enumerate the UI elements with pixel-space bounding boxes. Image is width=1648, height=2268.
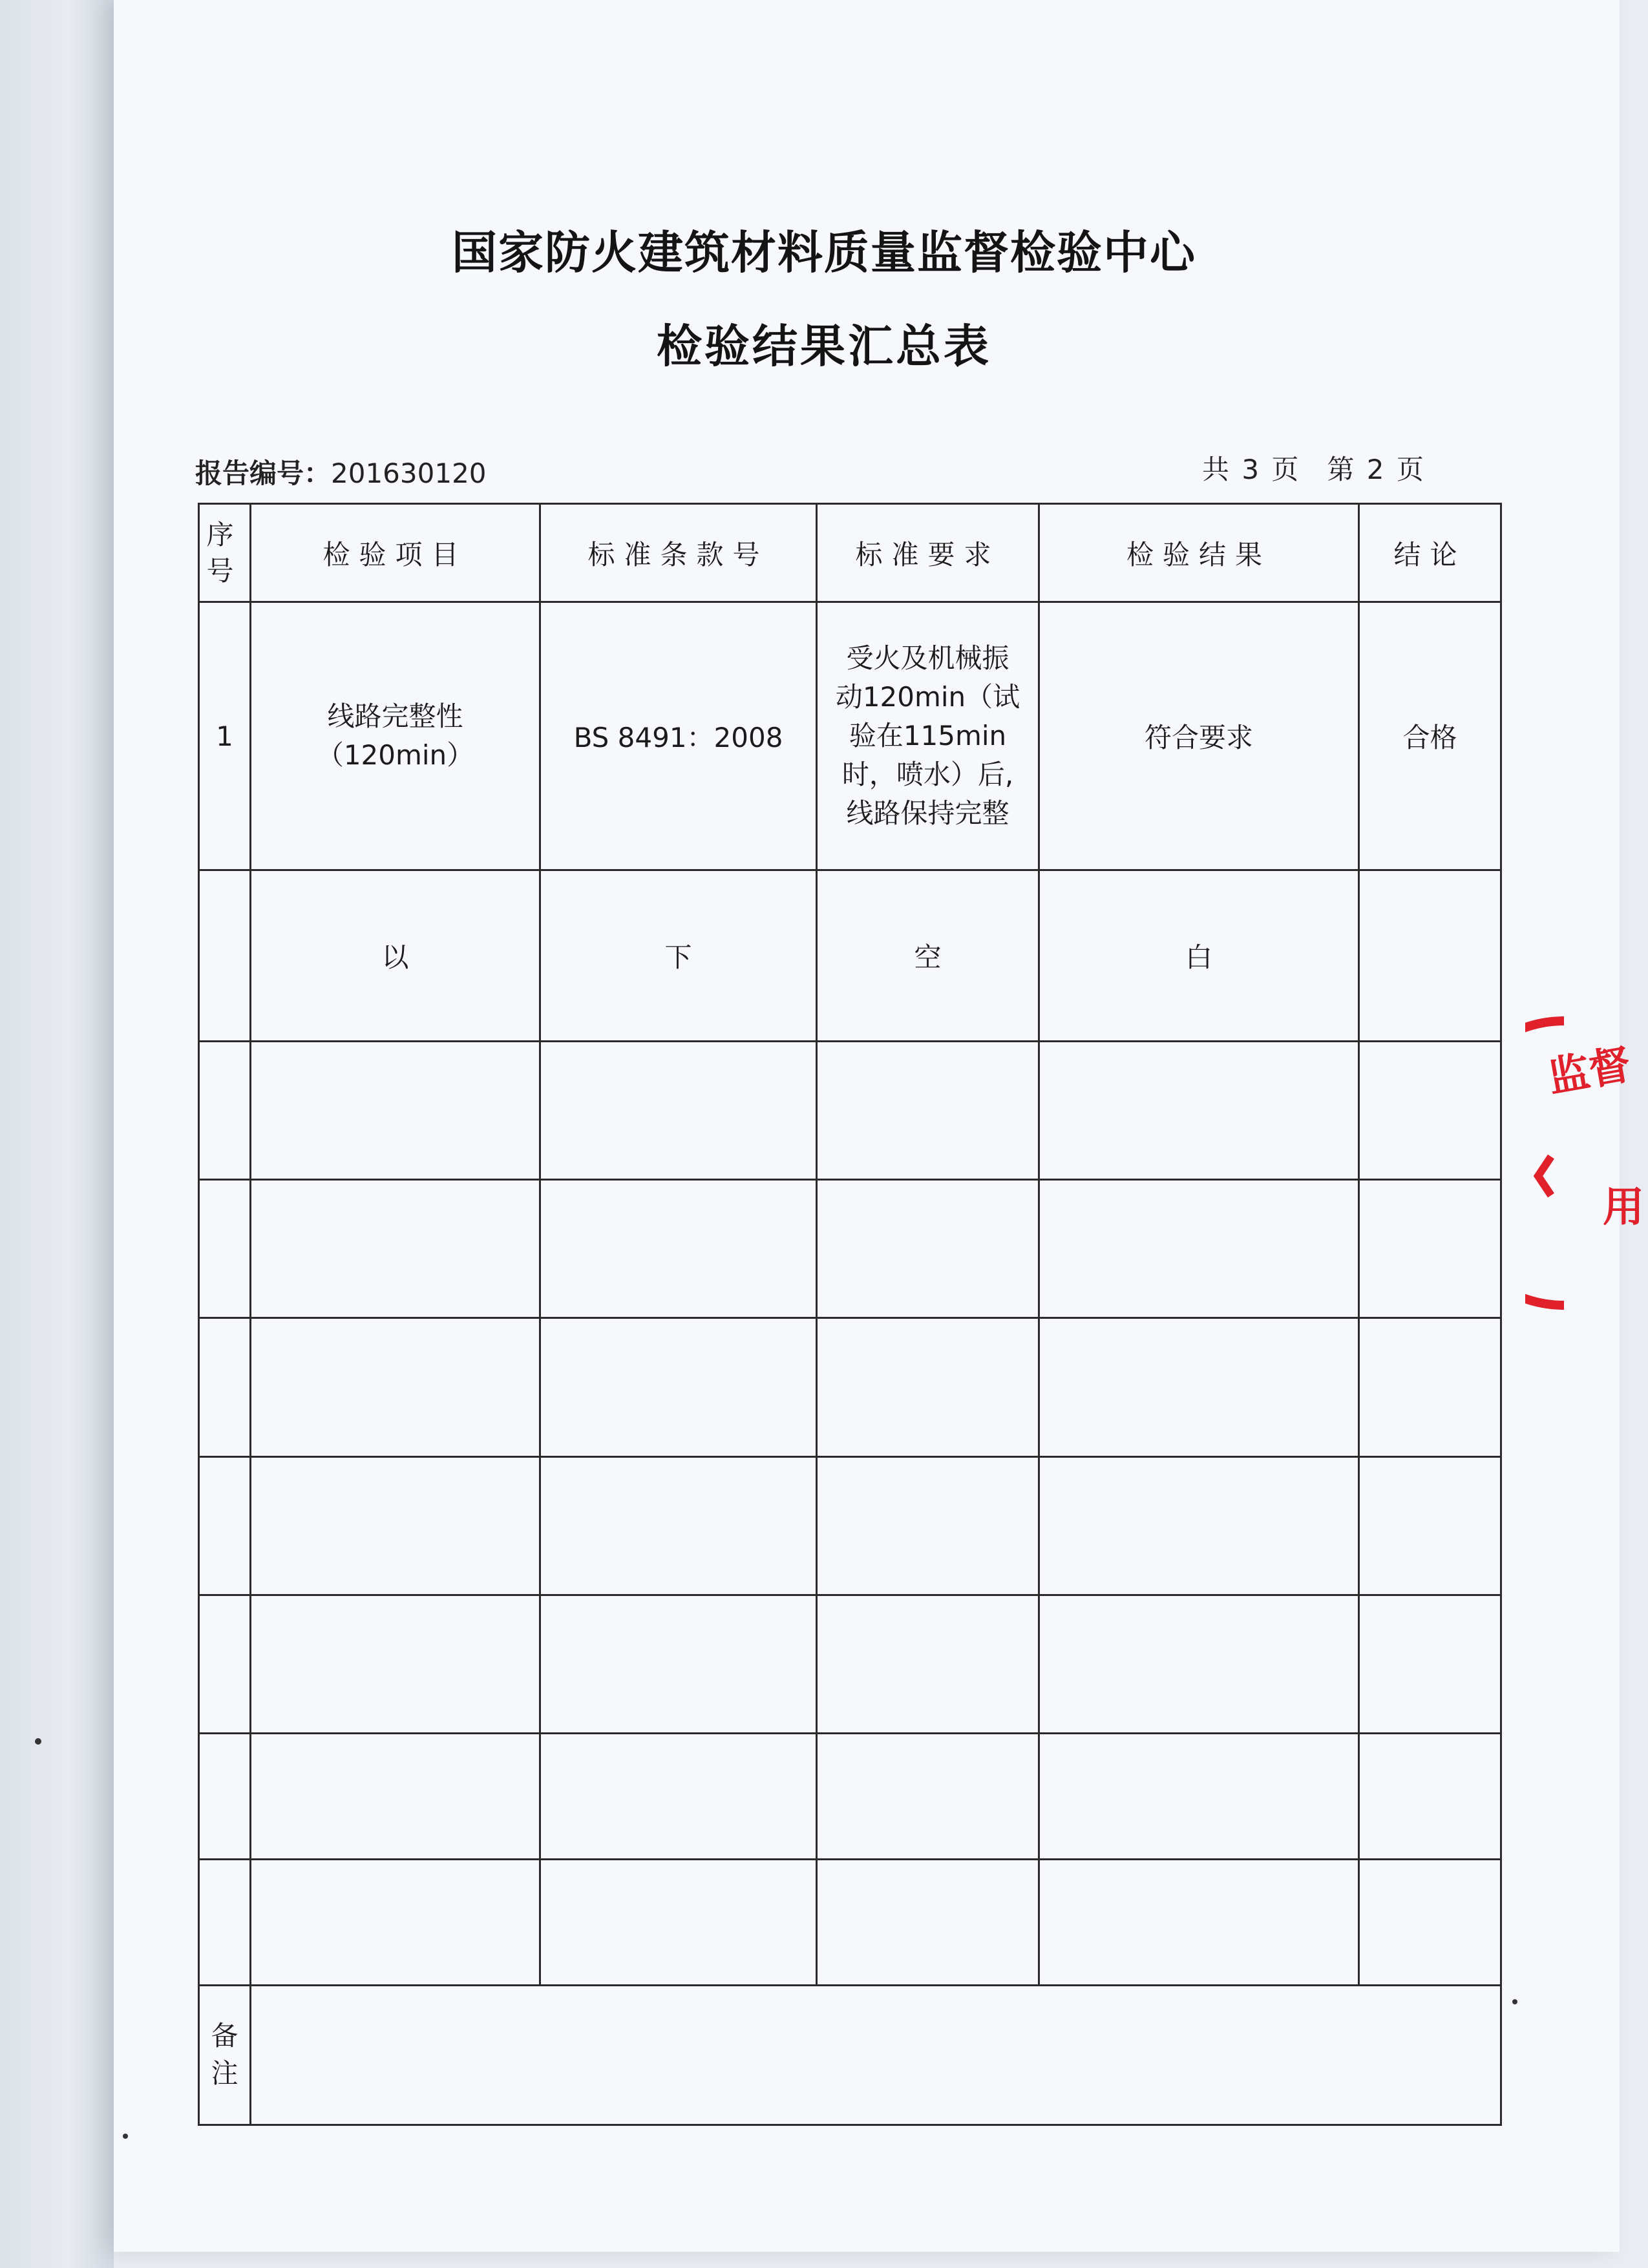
row1-result: 符合要求 — [1039, 602, 1359, 870]
page-counter — [1202, 448, 1424, 487]
notes-content — [251, 1985, 1501, 2125]
table-row-empty — [199, 1318, 1501, 1456]
page-title: 国家防火建筑材料质量监督检验中心 — [452, 226, 1196, 279]
row1-seq: 1 — [199, 602, 251, 870]
report-number-label: 报告编号： — [195, 457, 332, 489]
table-row-empty — [199, 1456, 1501, 1595]
col-header-requirement: 标准要求 — [817, 504, 1039, 602]
table-row-empty — [199, 1859, 1501, 1985]
table-header-row — [199, 504, 1501, 602]
row1-item-line2: （120min） — [316, 739, 474, 772]
table-row-blank-marker — [199, 870, 1501, 1042]
row1-requirement — [817, 602, 1039, 870]
table-row-empty — [199, 1733, 1501, 1859]
row1-req-line2: 动120min（试 — [835, 681, 1020, 713]
row1-req-line3: 验在115min — [849, 720, 1007, 752]
row1-clause: BS 8491：2008 — [540, 602, 817, 870]
blank-cell — [1359, 870, 1501, 1042]
table-row-empty — [199, 1042, 1501, 1180]
table-row-empty — [199, 1180, 1501, 1318]
col-header-item: 检验项目 — [251, 504, 540, 602]
row1-item-line1: 线路完整性 — [327, 700, 463, 733]
paper-speck — [123, 2134, 128, 2139]
row1-item — [251, 602, 540, 870]
page-subtitle: 检验结果汇总表 — [657, 320, 991, 373]
row1-req-line5: 线路保持完整 — [846, 797, 1009, 830]
row1-req-line1: 受火及机械振 — [846, 642, 1009, 675]
table-row — [199, 602, 1501, 870]
report-number — [195, 452, 487, 491]
row1-req-line4: 时，喷水）后, — [841, 759, 1014, 791]
results-table — [198, 503, 1502, 2126]
paper-speck — [1512, 1999, 1517, 2004]
blank-marker-3: 空 — [817, 870, 1039, 1042]
col-header-seq: 序号 — [199, 504, 251, 602]
total-pages: 共 3 页 — [1202, 454, 1299, 485]
blank-marker-2: 下 — [540, 870, 817, 1042]
blank-marker-4: 白 — [1039, 870, 1359, 1042]
seal-text-lower: 用 — [1603, 1183, 1644, 1232]
paper-speck — [35, 1738, 41, 1745]
row1-conclusion: 合格 — [1359, 602, 1501, 870]
col-header-conclusion: 结论 — [1359, 504, 1501, 602]
col-header-result: 检验结果 — [1039, 504, 1359, 602]
blank-marker-1: 以 — [251, 870, 540, 1042]
notes-row — [199, 1985, 1501, 2125]
table-row-empty — [199, 1595, 1501, 1733]
col-header-clause: 标准条款号 — [540, 504, 817, 602]
report-number-value: 201630120 — [331, 457, 487, 489]
current-page: 第 2 页 — [1327, 454, 1424, 485]
seal-text-upper: 监督 — [1544, 1040, 1634, 1102]
blank-cell — [199, 870, 251, 1042]
notes-label: 备注 — [199, 1985, 251, 2125]
